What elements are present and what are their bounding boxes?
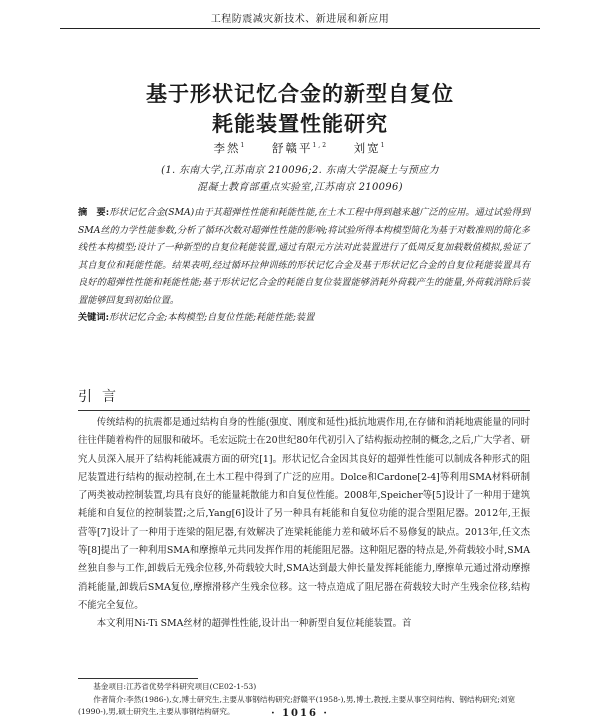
footnote-author-info: 作者简介:李然(1986-),女,博士研究生,主要从事钢结构研究;舒赣平(1958-),男,博士,教授,主要从事空间结构、钢结构研究;刘宽(1990-),男,硕士研究生,主要从事钢结构研究。 <box>78 694 516 716</box>
paper-title-line-1: 基于形状记忆合金的新型自复位 <box>146 82 454 106</box>
author <box>354 141 387 155</box>
author <box>272 141 328 155</box>
section-divider <box>78 410 530 411</box>
abstract-label: 摘 要 <box>78 207 106 218</box>
author-name: 刘宽 <box>353 141 381 155</box>
body-paragraph-2: 本文利用Ni-Ti SMA丝材的超弹性性能,设计出一种新型自复位耗能装置。首 <box>96 618 412 630</box>
author-affiliation-mark: 1 <box>240 142 247 150</box>
keywords-text: 形状记忆合金;本构模型;自复位性能;耗能性能;装置 <box>108 312 315 323</box>
affiliation-line-1: (1. 东南大学,江苏南京 210096;2. 东南大学混凝土与预应力 <box>161 165 439 176</box>
body-text <box>78 414 530 634</box>
affiliation-line-2: 混凝土教育部重点实验室,江苏南京 210096) <box>197 182 403 193</box>
author-name: 李然 <box>213 141 241 155</box>
author-list <box>0 140 600 156</box>
body-paragraph-1: 传统结构的抗震都是通过结构自身的性能(强度、刚度和延性)抵抗地震作用,在存储和消耗地震能量的同时往往伴随着构件的屈服和破坏。毛宏远院士在20世纪80年代初引入了结构振动控制的概念,之后,广大学者、研究人员深入展开了结构耗能减震方面的研究[1]。形状记忆合金因其良好的超弹性性能可以制成各种形式的阻尼装置进行结构的振动控制,在土木工程中得到了广泛的应用。Dolce和Cardone[2-4]等利用SMA材料研制了两类被动控制装置,均具有良好的能量耗散能力和自复位性能。2008年,Speicher等[5]设计了一种用于建筑耗能和自复位的控制装置;之后,Yang[6]设计了另一种具有耗能和自复位功能的混合型阻尼器。2012年,王振营等[7]设计了一种用于连梁的阻尼器,有效解决了连梁耗能能力差和破坏后不易修复的缺点。2013年,任文杰等[8]提出了一种利用SMA和摩擦单元共同发挥作用的耗能阻尼器。这种阻尼器的特点是,外荷载较小时,SMA丝独自参与工作,卸载后无残余位移,外荷载较大时,SMA达到最大伸长量发挥耗能能力,摩擦单元通过滑动摩擦消耗能量,卸载后SMA复位,摩擦滑移产生残余位移。这一特点造成了阻尼器在荷载较大时产生残余位移,结构不能完全复位。 <box>78 417 530 611</box>
author-affiliation-mark: 1 <box>380 142 387 150</box>
author-name: 舒赣平 <box>271 141 313 155</box>
abstract-colon: : <box>105 207 110 218</box>
abstract-paragraph <box>78 204 530 309</box>
page-number: · 1016 · <box>271 708 329 719</box>
keywords-line <box>78 309 530 327</box>
footnote-funding: 基金项目:江苏省优势学科研究项目(CE02-1-53) <box>93 682 257 691</box>
author <box>213 141 246 155</box>
footnote-divider <box>78 678 198 679</box>
keywords-colon: : <box>105 312 109 323</box>
abstract-block <box>78 204 530 327</box>
keywords-label: 关键词 <box>78 312 106 323</box>
abstract-text: 形状记忆合金(SMA)由于其超弹性性能和耗能性能,在土木工程中得到越来越广泛的应用。通过试验得到SMA丝的力学性能参数,分析了循环次数对超弹性性能的影响;将试验所得本构模型简化为基于对数准则的简化多线性本构模型;设计了一种新型的自复位耗能装置,通过有限元方法对此装置进行了低周反复加载数值模拟,验证了其自复位和耗能性能。结果表明,经过循环拉伸训练的形状记忆合金及基于形状记忆合金的自复位耗能装置具有良好的超弹性性能和耗能性能;基于形状记忆合金的耗能自复位装置能够消耗外荷载产生的能量,外荷载消除后装置能够回复到初始位置。 <box>78 207 530 306</box>
author-affiliation-mark: 1,2 <box>312 142 329 150</box>
paper-title-line-2: 耗能装置性能研究 <box>212 112 388 136</box>
section-heading-introduction: 引言 <box>78 389 126 405</box>
running-header: 工程防震减灾新技术、新进展和新应用 <box>60 10 540 29</box>
